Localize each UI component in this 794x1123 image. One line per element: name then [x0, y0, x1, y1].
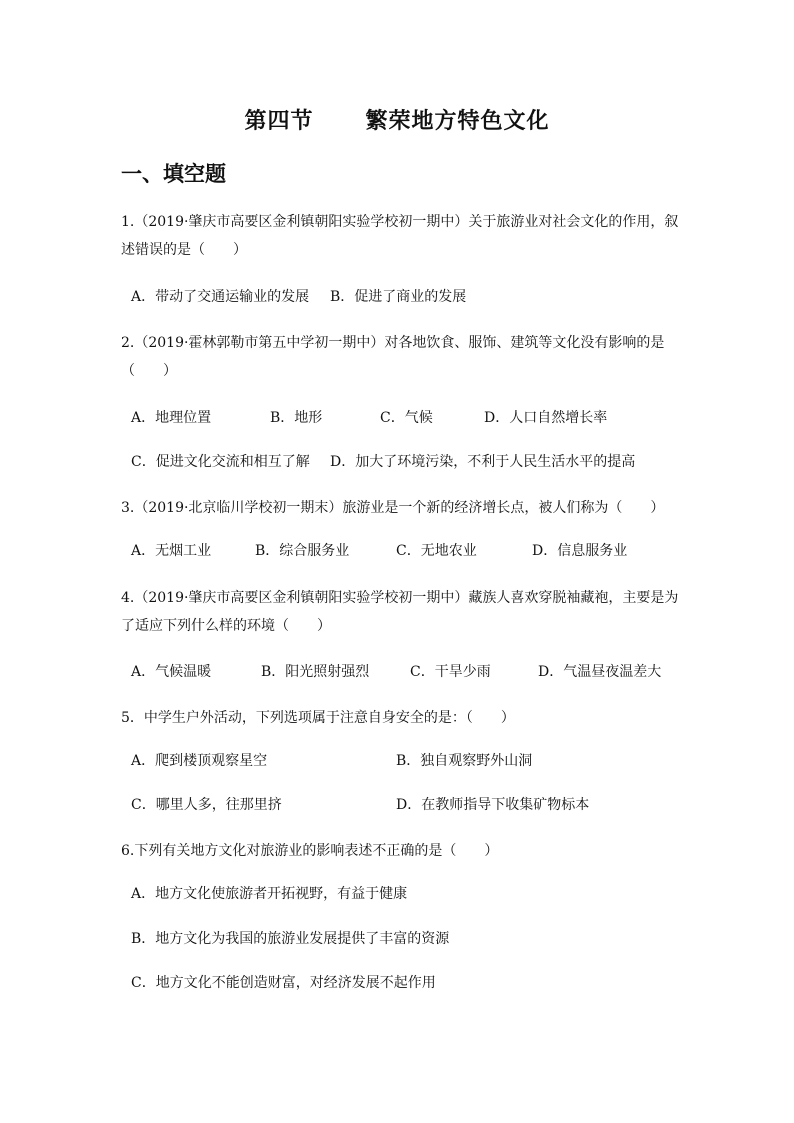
q2-option-c: C．气候 [380, 410, 433, 426]
q5-option-c: C．哪里人多，往那里挤 [131, 797, 282, 813]
section-title: 一、填空题 [121, 161, 226, 186]
q3-option-d: D．信息服务业 [532, 543, 628, 559]
q4-option-c: C．干旱少雨 [410, 664, 491, 680]
q5-option-d: D．在教师指导下收集矿物标本 [396, 797, 590, 813]
question-3: 3.（2019·北京临川学校初一期末）旅游业是一个新的经济增长点，被人们称为（ ） [121, 500, 665, 516]
question-1: 1.（2019·肇庆市高要区金利镇朝阳实验学校初一期中）关于旅游业对社会文化的作用，叙述错误的是（ ） [121, 214, 679, 258]
q5-option-b: B．独自观察野外山洞 [396, 753, 533, 769]
q3-option-a: A．无烟工业 [131, 543, 212, 559]
q3-option-b: B．综合服务业 [255, 543, 350, 559]
q6-option-a: A．地方文化使旅游者开拓视野，有益于健康 [131, 886, 408, 902]
q1-option-a: A．带动了交通运输业的发展 [131, 289, 310, 305]
q4-option-d: D．气温昼夜温差大 [538, 664, 662, 680]
q4-option-a: A．气候温暖 [131, 664, 212, 680]
q3-option-c: C．无地农业 [396, 543, 477, 559]
q6-option-c: C．地方文化不能创造财富，对经济发展不起作用 [131, 975, 436, 991]
question-4: 4.（2019·肇庆市高要区金利镇朝阳实验学校初一期中）藏族人喜欢穿脱袖藏袍，主要是为了适应下列什么样的环境（ ） [121, 590, 679, 634]
q2-option-d2: D．加大了环境污染，不利于人民生活水平的提高 [330, 454, 636, 470]
q1-option-b: B．促进了商业的发展 [330, 289, 467, 305]
question-5: 5．中学生户外活动，下列选项属于注意自身安全的是：（ ） [121, 710, 515, 726]
q2-option-d: D．人口自然增长率 [484, 410, 608, 426]
q2-option-b: B．地形 [270, 410, 323, 426]
question-2: 2.（2019·霍林郭勒市第五中学初一期中）对各地饮食、服饰、建筑等文化没有影响的是（ ） [121, 335, 665, 379]
page-title: 第四节 繁荣地方特色文化 [244, 108, 550, 134]
q2-option-c2: C．促进文化交流和相互了解 [131, 454, 310, 470]
q2-option-a: A．地理位置 [131, 410, 212, 426]
question-6: 6.下列有关地方文化对旅游业的影响表述不正确的是（ ） [121, 843, 499, 859]
q5-option-a: A．爬到楼顶观察星空 [131, 753, 268, 769]
q6-option-b: B．地方文化为我国的旅游业发展提供了丰富的资源 [131, 931, 450, 947]
q4-option-b: B．阳光照射强烈 [261, 664, 370, 680]
